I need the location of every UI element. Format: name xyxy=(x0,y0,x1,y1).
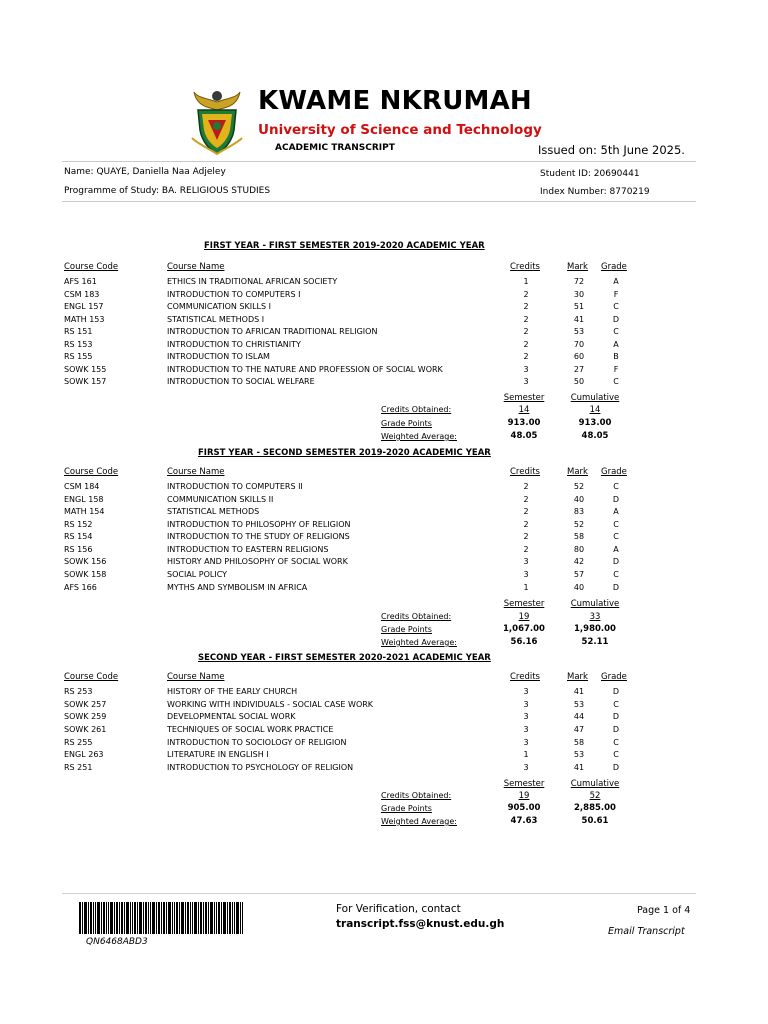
course-code: ENGL 157 xyxy=(64,302,104,311)
course-mark: 27 xyxy=(573,365,585,374)
semester-weighted-average: 56.16 xyxy=(510,637,538,647)
course-grade: C xyxy=(613,377,619,386)
column-header-grade: Grade xyxy=(601,467,627,477)
verification-code: QN6468ABD3 xyxy=(86,937,148,947)
course-mark: 57 xyxy=(573,570,585,579)
table-row xyxy=(0,545,768,557)
course-code: MATH 154 xyxy=(64,507,105,516)
course-name: TECHNIQUES OF SOCIAL WORK PRACTICE xyxy=(167,725,334,734)
course-mark: 41 xyxy=(573,687,585,696)
course-mark: 41 xyxy=(573,315,585,324)
course-code: RS 154 xyxy=(64,532,93,541)
course-mark: 72 xyxy=(573,277,585,286)
course-grade: C xyxy=(613,327,619,336)
table-row xyxy=(0,327,768,339)
page-number: Page 1 of 4 xyxy=(637,905,691,916)
course-grade: D xyxy=(612,315,620,324)
course-mark: 40 xyxy=(573,495,585,504)
course-mark: 53 xyxy=(573,750,585,759)
divider xyxy=(62,201,696,202)
course-mark: 52 xyxy=(573,520,585,529)
course-credits: 2 xyxy=(523,315,529,324)
verification-text: For Verification, contact xyxy=(336,903,461,915)
table-row xyxy=(0,712,768,724)
course-code: RS 152 xyxy=(64,520,93,529)
weighted-average-label: Weighted Average: xyxy=(381,817,457,826)
university-crest-icon xyxy=(188,84,246,156)
table-row xyxy=(0,763,768,775)
table-row xyxy=(0,687,768,699)
divider xyxy=(62,893,696,894)
course-name: INTRODUCTION TO THE STUDY OF RELIGIONS xyxy=(167,532,350,541)
cumulative-grade-points: 1,980.00 xyxy=(574,624,616,634)
course-mark: 50 xyxy=(573,377,585,386)
semester-grade-points: 913.00 xyxy=(507,418,541,428)
course-name: WORKING WITH INDIVIDUALS - SOCIAL CASE WORK xyxy=(167,700,374,709)
course-mark: 40 xyxy=(573,583,585,592)
course-mark: 58 xyxy=(573,738,585,747)
semester-title: FIRST YEAR - FIRST SEMESTER 2019-2020 ACADEMIC YEAR xyxy=(204,241,485,251)
column-header-name: Course Name xyxy=(167,467,225,477)
table-row xyxy=(0,507,768,519)
course-code: RS 255 xyxy=(64,738,93,747)
column-header-grade: Grade xyxy=(601,672,627,682)
weighted-average-label: Weighted Average: xyxy=(381,432,457,441)
issued-date: Issued on: 5th June 2025. xyxy=(538,143,685,157)
course-name: HISTORY AND PHILOSOPHY OF SOCIAL WORK xyxy=(167,557,348,566)
course-credits: 1 xyxy=(523,583,529,592)
document-title: ACADEMIC TRANSCRIPT xyxy=(275,143,395,153)
course-grade: A xyxy=(613,507,619,516)
table-row xyxy=(0,583,768,595)
column-header-credits: Credits xyxy=(510,467,540,477)
course-name: ETHICS IN TRADITIONAL AFRICAN SOCIETY xyxy=(167,277,338,286)
course-credits: 3 xyxy=(523,570,529,579)
student-id: Student ID: 20690441 xyxy=(540,169,640,179)
course-code: CSM 183 xyxy=(64,290,100,299)
course-name: DEVELOPMENTAL SOCIAL WORK xyxy=(167,712,296,721)
grade-points-label: Grade Points xyxy=(381,804,432,813)
course-mark: 60 xyxy=(573,352,585,361)
course-credits: 1 xyxy=(523,277,529,286)
cumulative-weighted-average: 50.61 xyxy=(581,816,609,826)
course-credits: 2 xyxy=(523,495,529,504)
course-mark: 80 xyxy=(573,545,585,554)
course-code: SOWK 158 xyxy=(64,570,107,579)
semester-weighted-average: 48.05 xyxy=(510,431,538,441)
course-grade: D xyxy=(612,725,620,734)
course-mark: 41 xyxy=(573,763,585,772)
semester-weighted-average: 47.63 xyxy=(510,816,538,826)
course-credits: 3 xyxy=(523,712,529,721)
cumulative-credits: 52 xyxy=(589,791,601,801)
course-code: SOWK 259 xyxy=(64,712,107,721)
table-row xyxy=(0,532,768,544)
course-credits: 2 xyxy=(523,352,529,361)
course-grade: C xyxy=(613,482,619,491)
course-code: RS 156 xyxy=(64,545,93,554)
course-credits: 2 xyxy=(523,545,529,554)
column-header-credits: Credits xyxy=(510,262,540,272)
course-credits: 2 xyxy=(523,327,529,336)
table-row xyxy=(0,482,768,494)
verification-email[interactable]: transcript.fss@knust.edu.gh xyxy=(336,918,505,930)
table-row xyxy=(0,352,768,364)
course-name: SOCIAL POLICY xyxy=(167,570,228,579)
table-row xyxy=(0,277,768,289)
course-grade: B xyxy=(613,352,619,361)
course-credits: 2 xyxy=(523,302,529,311)
course-grade: D xyxy=(612,763,620,772)
credits-obtained-label: Credits Obtained: xyxy=(381,791,452,800)
course-mark: 51 xyxy=(573,302,585,311)
course-code: AFS 166 xyxy=(64,583,97,592)
course-name: INTRODUCTION TO PSYCHOLOGY OF RELIGION xyxy=(167,763,354,772)
table-row xyxy=(0,290,768,302)
course-grade: D xyxy=(612,557,620,566)
column-header-name: Course Name xyxy=(167,672,225,682)
table-row xyxy=(0,570,768,582)
course-name: INTRODUCTION TO COMPUTERS I xyxy=(167,290,301,299)
course-grade: D xyxy=(612,583,620,592)
credits-obtained-label: Credits Obtained: xyxy=(381,405,452,414)
course-code: CSM 184 xyxy=(64,482,100,491)
course-code: ENGL 158 xyxy=(64,495,104,504)
column-header-mark: Mark xyxy=(567,467,588,477)
summary-semester-header: Semester xyxy=(503,599,545,609)
course-grade: D xyxy=(612,712,620,721)
cumulative-weighted-average: 48.05 xyxy=(581,431,609,441)
course-name: INTRODUCTION TO COMPUTERS II xyxy=(167,482,303,491)
student-name: Name: QUAYE, Daniella Naa Adjeley xyxy=(64,167,226,177)
course-code: ENGL 263 xyxy=(64,750,104,759)
course-mark: 83 xyxy=(573,507,585,516)
course-code: SOWK 257 xyxy=(64,700,107,709)
university-name-line2: University of Science and Technology xyxy=(258,122,542,138)
course-name: HISTORY OF THE EARLY CHURCH xyxy=(167,687,298,696)
weighted-average-label: Weighted Average: xyxy=(381,638,457,647)
semester-credits: 19 xyxy=(518,612,530,622)
course-credits: 2 xyxy=(523,340,529,349)
course-credits: 2 xyxy=(523,532,529,541)
course-credits: 2 xyxy=(523,290,529,299)
course-grade: A xyxy=(613,545,619,554)
summary-cumulative-header: Cumulative xyxy=(570,779,620,789)
semester-credits: 14 xyxy=(518,405,530,415)
table-row xyxy=(0,725,768,737)
table-row xyxy=(0,377,768,389)
course-credits: 3 xyxy=(523,738,529,747)
course-credits: 1 xyxy=(523,750,529,759)
table-row xyxy=(0,700,768,712)
course-code: RS 251 xyxy=(64,763,93,772)
course-code: MATH 153 xyxy=(64,315,105,324)
programme-of-study: Programme of Study: BA. RELIGIOUS STUDIES xyxy=(64,186,271,196)
table-row xyxy=(0,495,768,507)
course-mark: 30 xyxy=(573,290,585,299)
course-code: RS 151 xyxy=(64,327,93,336)
university-name-line1: KWAME NKRUMAH xyxy=(258,86,532,116)
course-grade: A xyxy=(613,277,619,286)
course-grade: D xyxy=(612,495,620,504)
course-grade: C xyxy=(613,302,619,311)
course-credits: 3 xyxy=(523,687,529,696)
course-code: SOWK 261 xyxy=(64,725,107,734)
course-grade: C xyxy=(613,532,619,541)
course-mark: 52 xyxy=(573,482,585,491)
course-mark: 58 xyxy=(573,532,585,541)
semester-title: SECOND YEAR - FIRST SEMESTER 2020-2021 ACADEMIC YEAR xyxy=(198,653,491,663)
course-mark: 42 xyxy=(573,557,585,566)
course-grade: C xyxy=(613,738,619,747)
table-row xyxy=(0,340,768,352)
course-credits: 2 xyxy=(523,482,529,491)
barcode-icon xyxy=(79,902,243,934)
table-row xyxy=(0,750,768,762)
course-code: RS 153 xyxy=(64,340,93,349)
course-credits: 3 xyxy=(523,700,529,709)
course-mark: 44 xyxy=(573,712,585,721)
course-credits: 3 xyxy=(523,725,529,734)
cumulative-grade-points: 913.00 xyxy=(578,418,612,428)
summary-cumulative-header: Cumulative xyxy=(570,393,620,403)
course-grade: A xyxy=(613,340,619,349)
cumulative-credits: 33 xyxy=(589,612,601,622)
summary-semester-header: Semester xyxy=(503,779,545,789)
grade-points-label: Grade Points xyxy=(381,625,432,634)
column-header-credits: Credits xyxy=(510,672,540,682)
course-credits: 2 xyxy=(523,507,529,516)
course-grade: C xyxy=(613,750,619,759)
column-header-grade: Grade xyxy=(601,262,627,272)
course-name: INTRODUCTION TO EASTERN RELIGIONS xyxy=(167,545,329,554)
course-name: STATISTICAL METHODS xyxy=(167,507,260,516)
course-name: LITERATURE IN ENGLISH I xyxy=(167,750,269,759)
course-name: INTRODUCTION TO ISLAM xyxy=(167,352,270,361)
table-row xyxy=(0,315,768,327)
summary-semester-header: Semester xyxy=(503,393,545,403)
course-name: COMMUNICATION SKILLS II xyxy=(167,495,274,504)
course-name: INTRODUCTION TO THE NATURE AND PROFESSION OF SOCIAL WORK xyxy=(167,365,443,374)
course-name: INTRODUCTION TO SOCIAL WELFARE xyxy=(167,377,315,386)
email-transcript-link[interactable]: Email Transcript xyxy=(608,926,685,937)
credits-obtained-label: Credits Obtained: xyxy=(381,612,452,621)
semester-title: FIRST YEAR - SECOND SEMESTER 2019-2020 ACADEMIC YEAR xyxy=(198,448,491,458)
course-name: STATISTICAL METHODS I xyxy=(167,315,265,324)
course-mark: 47 xyxy=(573,725,585,734)
course-name: INTRODUCTION TO PHILOSOPHY OF RELIGION xyxy=(167,520,351,529)
course-grade: C xyxy=(613,570,619,579)
course-mark: 70 xyxy=(573,340,585,349)
table-row xyxy=(0,302,768,314)
course-code: RS 253 xyxy=(64,687,93,696)
course-credits: 2 xyxy=(523,520,529,529)
cumulative-weighted-average: 52.11 xyxy=(581,637,609,647)
course-mark: 53 xyxy=(573,700,585,709)
column-header-mark: Mark xyxy=(567,262,588,272)
course-code: SOWK 156 xyxy=(64,557,107,566)
course-mark: 53 xyxy=(573,327,585,336)
course-code: AFS 161 xyxy=(64,277,97,286)
semester-credits: 19 xyxy=(518,791,530,801)
course-code: RS 155 xyxy=(64,352,93,361)
summary-cumulative-header: Cumulative xyxy=(570,599,620,609)
column-header-name: Course Name xyxy=(167,262,225,272)
course-grade: F xyxy=(613,290,619,299)
course-grade: F xyxy=(613,365,619,374)
course-grade: C xyxy=(613,520,619,529)
course-grade: C xyxy=(613,700,619,709)
course-name: INTRODUCTION TO SOCIOLOGY OF RELIGION xyxy=(167,738,347,747)
course-credits: 3 xyxy=(523,763,529,772)
course-name: COMMUNICATION SKILLS I xyxy=(167,302,271,311)
course-grade: D xyxy=(612,687,620,696)
table-row xyxy=(0,738,768,750)
cumulative-grade-points: 2,885.00 xyxy=(574,803,616,813)
course-credits: 3 xyxy=(523,557,529,566)
grade-points-label: Grade Points xyxy=(381,419,432,428)
column-header-mark: Mark xyxy=(567,672,588,682)
table-row xyxy=(0,557,768,569)
course-name: INTRODUCTION TO CHRISTIANITY xyxy=(167,340,301,349)
table-row xyxy=(0,365,768,377)
column-header-code: Course Code xyxy=(64,672,119,682)
column-header-code: Course Code xyxy=(64,262,119,272)
table-row xyxy=(0,520,768,532)
course-credits: 3 xyxy=(523,377,529,386)
column-header-code: Course Code xyxy=(64,467,119,477)
course-code: SOWK 157 xyxy=(64,377,107,386)
course-name: INTRODUCTION TO AFRICAN TRADITIONAL RELIGION xyxy=(167,327,378,336)
course-credits: 3 xyxy=(523,365,529,374)
semester-grade-points: 1,067.00 xyxy=(503,624,545,634)
cumulative-credits: 14 xyxy=(589,405,601,415)
divider xyxy=(62,161,696,162)
index-number: Index Number: 8770219 xyxy=(540,187,650,197)
course-code: SOWK 155 xyxy=(64,365,107,374)
semester-grade-points: 905.00 xyxy=(507,803,541,813)
course-name: MYTHS AND SYMBOLISM IN AFRICA xyxy=(167,583,308,592)
